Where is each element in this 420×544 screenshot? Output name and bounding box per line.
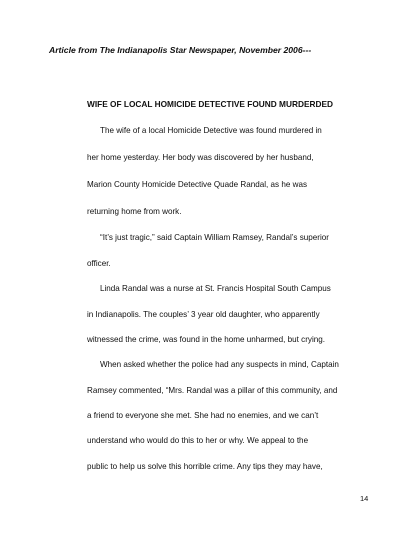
body-line: “It’s just tragic,” said Captain William Ramsey, Randal’s superior (100, 233, 329, 242)
body-line: Linda Randal was a nurse at St. Francis Hospital South Campus (100, 284, 331, 293)
body-line: Ramsey commented, “Mrs. Randal was a pillar of this community, and (87, 386, 338, 395)
body-line: The wife of a local Homicide Detective was found murdered in (100, 126, 322, 135)
body-line: public to help us solve this horrible crime. Any tips they may have, (87, 462, 323, 471)
body-line: a friend to everyone she met. She had no enemies, and we can’t (87, 411, 319, 420)
article-source: Article from The Indianapolis Star Newspaper, November 2006--- (49, 45, 312, 55)
body-line: witnessed the crime, was found in the home unharmed, but crying. (87, 335, 325, 344)
body-line: her home yesterday. Her body was discovered by her husband, (87, 153, 314, 162)
body-line: When asked whether the police had any suspects in mind, Captain (100, 360, 339, 369)
body-line: understand who would do this to her or why. We appeal to the (87, 436, 309, 445)
body-line: officer. (87, 259, 111, 268)
article-headline: WIFE OF LOCAL HOMICIDE DETECTIVE FOUND MURDERDED (87, 99, 333, 109)
body-line: in Indianapolis. The couples’ 3 year old daughter, who apparently (87, 310, 320, 319)
body-line: returning home from work. (87, 207, 182, 216)
body-line: Marion County Homicide Detective Quade Randal, as he was (87, 180, 307, 189)
page-number: 14 (360, 494, 369, 503)
